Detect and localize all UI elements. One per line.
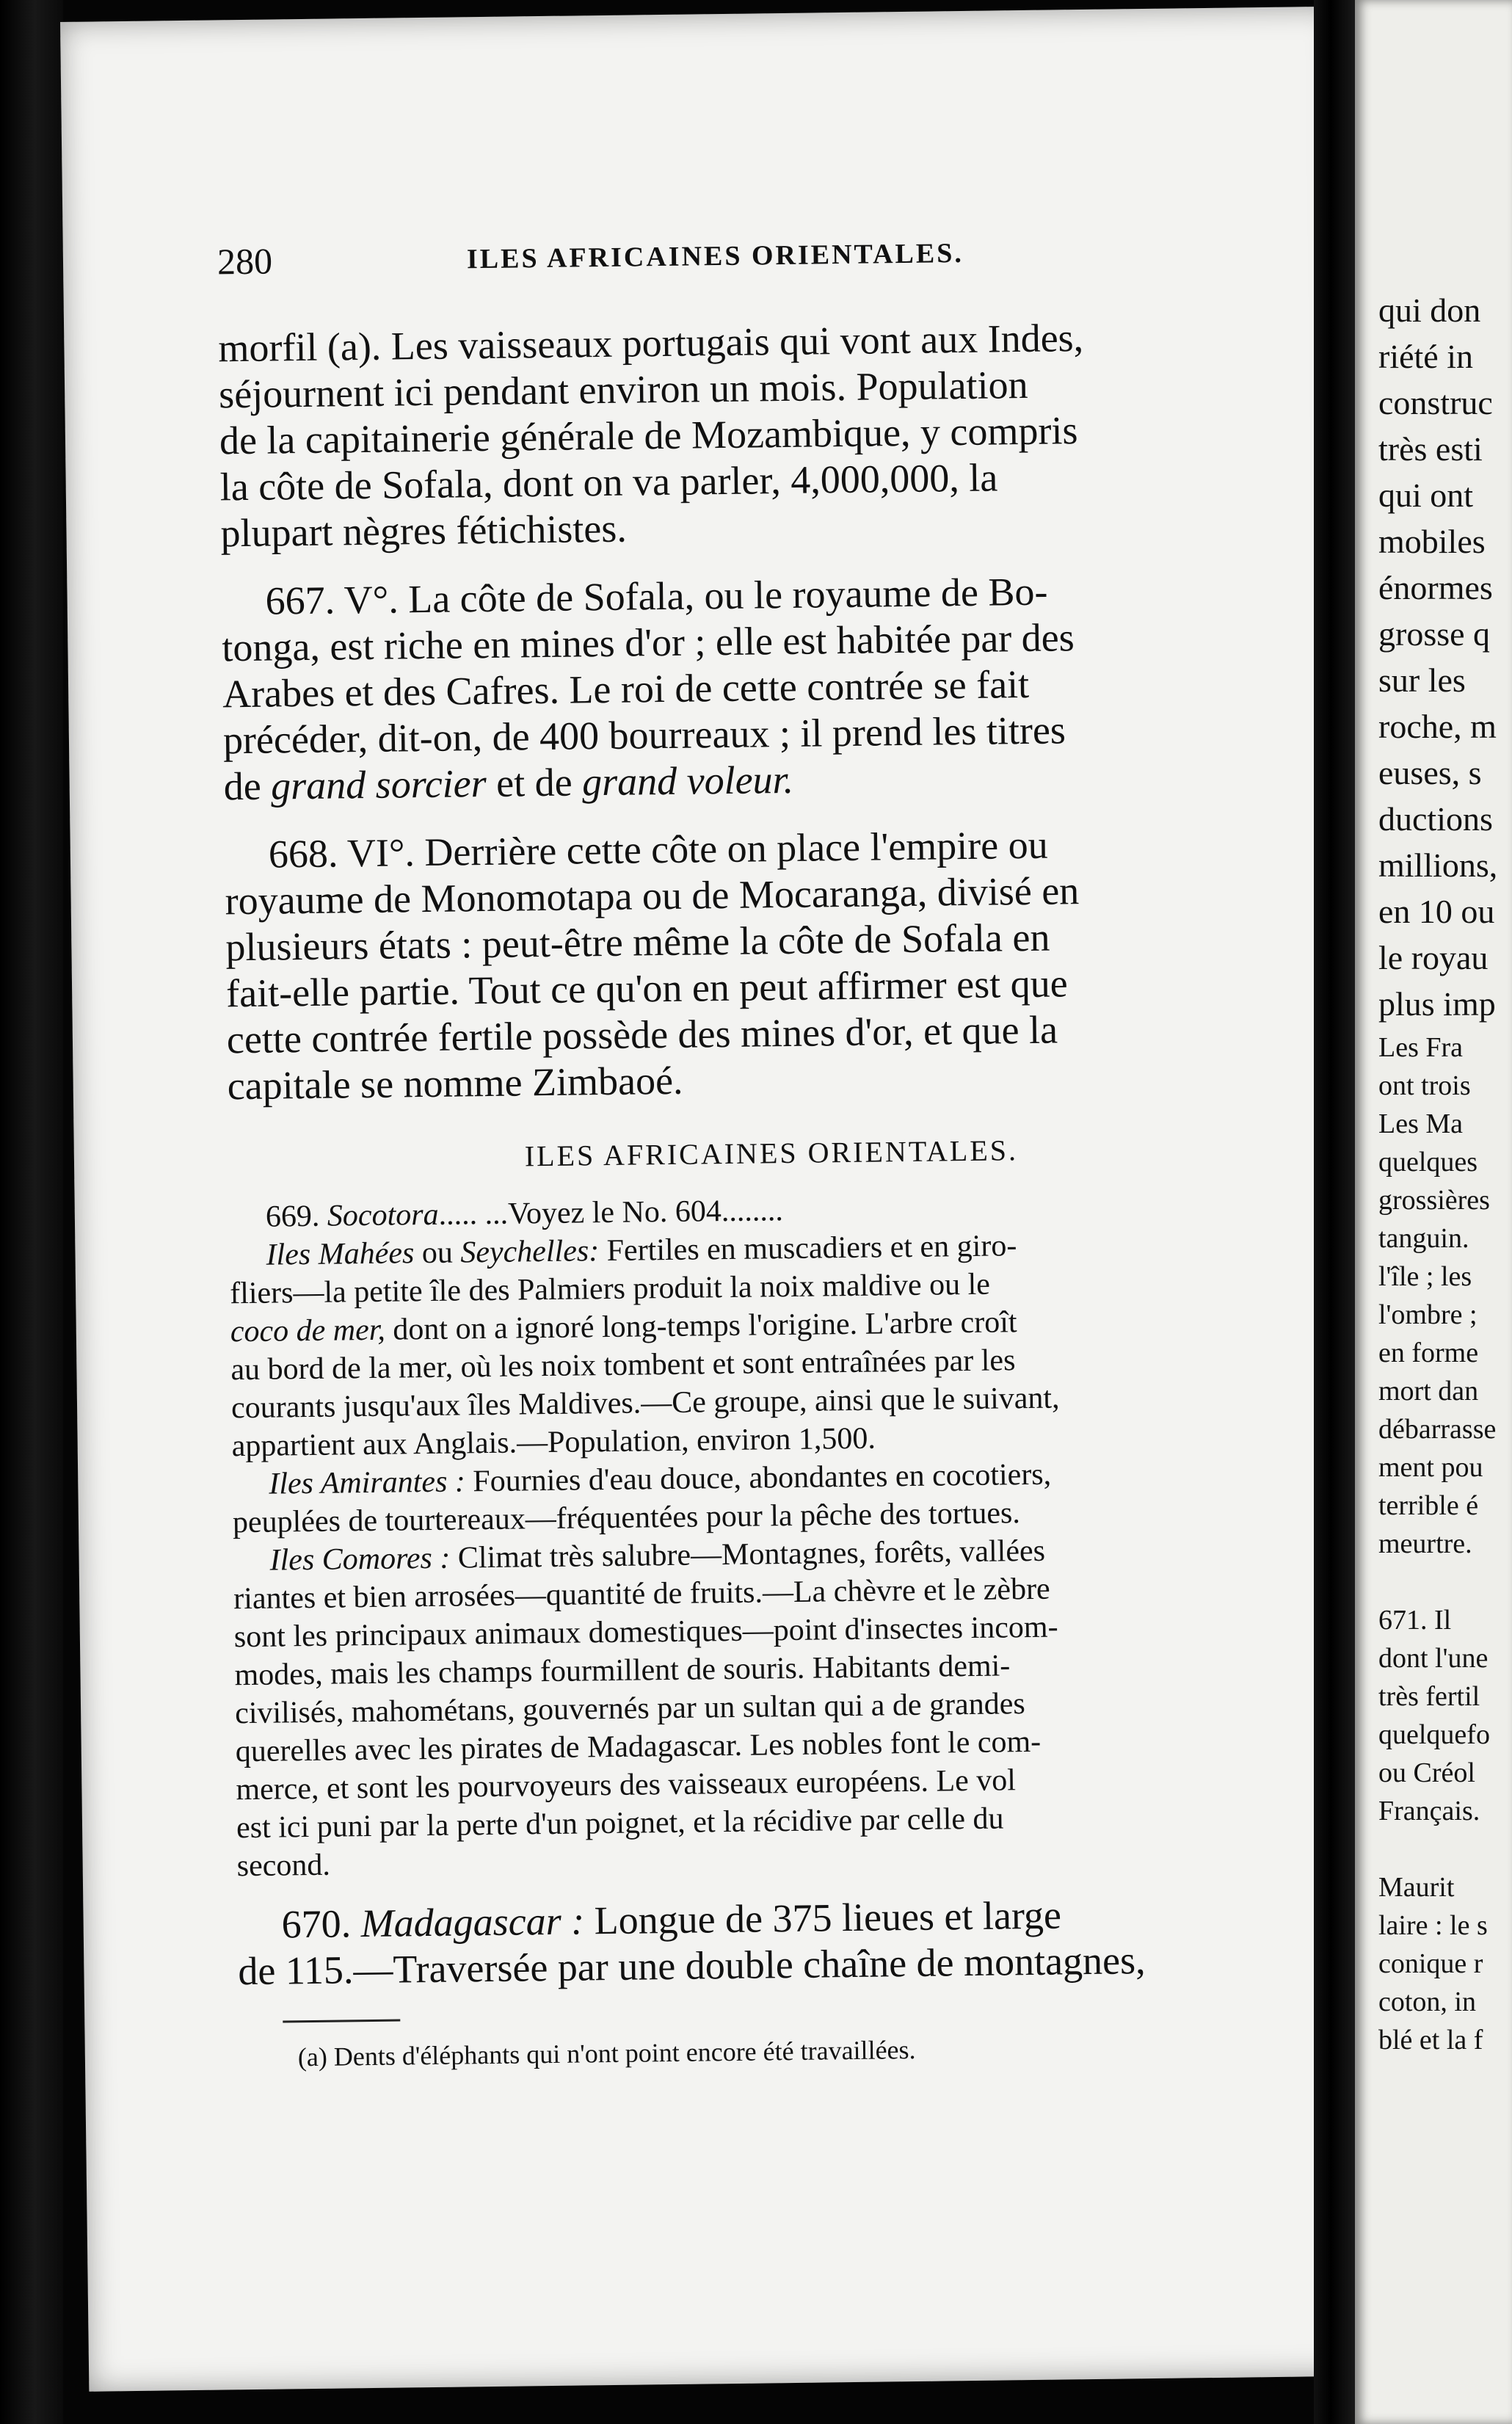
text-line: tonga, est riche en mines d'or ; elle est habitée par des <box>222 615 1075 670</box>
text-line: second. <box>236 1848 331 1884</box>
facing-page-text <box>1378 291 1498 2064</box>
facing-page-line: grossières <box>1378 1185 1490 1216</box>
facing-page-line: coton, in <box>1378 1986 1476 2017</box>
text-line: peuplées de tourtereaux—fréquentées pour la pêche des tortues. <box>232 1496 1021 1540</box>
text-line: morfil (a). Les vaisseaux portugais qui vont aux Indes, <box>218 316 1084 371</box>
facing-page-line: blé et la f <box>1378 2025 1483 2055</box>
facing-page-line: qui don <box>1378 291 1481 329</box>
facing-page-line: Les Fra <box>1378 1032 1464 1063</box>
facing-page-line <box>1378 1835 1497 1873</box>
facing-page-line: Français. <box>1378 1796 1480 1826</box>
facing-page-line: construc <box>1378 384 1493 421</box>
section-heading: ILES AFRICAINES ORIENTALES. <box>524 1133 1019 1173</box>
text-line: au bord de la mer, où les noix tombent et sont entraînées par les <box>230 1343 1016 1387</box>
paragraph-669 <box>229 1189 1323 1889</box>
body-text <box>218 315 1326 2075</box>
facing-page-line: laire : le s <box>1378 1910 1488 1941</box>
facing-page-line: l'ombre ; <box>1378 1299 1478 1330</box>
facing-page-line: sur les <box>1378 661 1466 699</box>
facing-page-line: Les Ma <box>1378 1108 1464 1139</box>
text-line: courants jusqu'aux îles Maldives.—Ce groupe, ainsi que le suivant, <box>230 1381 1060 1426</box>
facing-page-line: mort dan <box>1378 1376 1479 1407</box>
facing-page-line: en 10 ou <box>1378 893 1495 930</box>
text-line: Iles Comores : Climat très salubre—Montagnes, forêts, vallées <box>269 1534 1046 1578</box>
facing-page-line: ment pou <box>1378 1452 1483 1483</box>
facing-page-line: quelquefo <box>1378 1719 1490 1750</box>
facing-page-line: roche, m <box>1378 708 1497 745</box>
text-line: Iles Amirantes : Fournies d'eau douce, abondantes en cocotiers, <box>269 1457 1052 1501</box>
book-spine <box>1314 0 1356 2424</box>
text-line: modes, mais les champs fourmillent de souris. Habitants demi- <box>234 1649 1011 1693</box>
text-line: de 115.—Traversée par une double chaîne de montagnes, <box>238 1938 1146 1994</box>
footnote-rule <box>283 2020 400 2023</box>
facing-page-line: en forme <box>1378 1338 1479 1368</box>
text-line: de la capitainerie générale de Mozambique, y compris <box>219 408 1078 463</box>
text-line: plusieurs états : peut-être même la côte de Sofala en <box>225 915 1050 970</box>
facing-page-line: tanguin. <box>1378 1223 1469 1254</box>
facing-page-line: le royau <box>1378 939 1489 976</box>
facing-page-line: l'île ; les <box>1378 1261 1472 1292</box>
facing-page-line: riété in <box>1378 338 1473 375</box>
facing-page-line: dont l'une <box>1378 1643 1489 1674</box>
facing-page-line: meurtre. <box>1378 1528 1472 1559</box>
text-line: est ici puni par la perte d'un poignet, et la récidive par celle du <box>236 1801 1004 1846</box>
text-line: Arabes et des Cafres. Le roi de cette contrée se fait <box>222 661 1030 716</box>
facing-page-line: conique r <box>1378 1948 1483 1979</box>
text-line: 668. VI°. Derrière cette côte on place l'empire ou <box>268 822 1049 877</box>
paragraph-667 <box>221 568 1310 813</box>
facing-page-line: débarrasse <box>1378 1414 1497 1445</box>
facing-page-line: énormes <box>1378 569 1493 606</box>
text-line: cette contrée fertile possède des mines d'or, et que la <box>226 1007 1058 1062</box>
facing-page-line: ont trois <box>1378 1070 1471 1101</box>
page-number: 280 <box>217 240 273 283</box>
facing-page-line: terrible é <box>1378 1490 1479 1521</box>
facing-page-line: grosse q <box>1378 615 1491 653</box>
facing-page-line: ductions <box>1378 800 1493 838</box>
running-head <box>217 227 1304 299</box>
facing-page-line: très esti <box>1378 430 1483 468</box>
text-line: 669. Socotora..... ...Voyez le No. 604........ <box>265 1194 784 1234</box>
facing-page-line: 671. Il <box>1378 1605 1452 1636</box>
text-line: Iles Mahées ou Seychelles: Fertiles en muscadiers et en giro- <box>266 1229 1017 1272</box>
facing-page-line: euses, s <box>1378 754 1482 791</box>
facing-page-line: plus imp <box>1378 985 1496 1023</box>
running-title: ILES AFRICAINES ORIENTALES. <box>466 237 964 275</box>
book-page <box>60 7 1366 2392</box>
text-line: 670. Madagascar : Longue de 375 lieues et large <box>281 1893 1062 1947</box>
facing-page-line <box>1378 1568 1497 1606</box>
facing-page-fragment <box>1355 0 1512 2424</box>
text-line: merce, et sont les pourvoyeurs des vaisseaux européens. Le vol <box>236 1763 1017 1807</box>
text-line: précéder, dit-on, de 400 bourreaux ; il prend les titres <box>222 708 1066 763</box>
text-line: 667. V°. La côte de Sofala, ou le royaume de Bo- <box>265 569 1048 623</box>
text-line: la côte de Sofala, dont on va parler, 4,000,000, la <box>219 455 998 509</box>
text-line: de grand sorcier et de grand voleur. <box>223 757 794 809</box>
footnote: (a) Dents d'éléphants qui n'ont point encore été travaillées. <box>297 2034 916 2072</box>
text-line: civilisés, mahométans, gouvernés par un sultan qui a de grandes <box>234 1687 1025 1731</box>
facing-page-line: millions, <box>1378 846 1498 884</box>
paragraph-mozambique <box>218 315 1307 559</box>
text-line: fliers—la petite île des Palmiers produit la noix maldive ou le <box>229 1267 991 1311</box>
facing-page-line: quelques <box>1378 1147 1478 1177</box>
text-line: capitale se nomme Zimbaoé. <box>227 1058 683 1108</box>
text-line: riantes et bien arrosées—quantité de fruits.—La chèvre et le zèbre <box>233 1572 1050 1616</box>
text-line: fait-elle partie. Tout ce qu'on en peut affirmer est que <box>225 961 1068 1016</box>
facing-page-line: Maurit <box>1378 1872 1455 1903</box>
text-line: coco de mer, dont on a ignoré long-temps l'origine. L'arbre croît <box>230 1305 1017 1349</box>
text-line: séjournent ici pendant environ un mois. Population <box>218 362 1028 417</box>
text-line: querelles avec les pirates de Madagascar. Les nobles font le com- <box>235 1724 1042 1769</box>
facing-page-line: qui ont <box>1378 476 1474 514</box>
text-line: sont les principaux animaux domestiques—point d'insectes incom- <box>233 1610 1058 1655</box>
text-line: plupart nègres fétichistes. <box>220 506 628 556</box>
text-line: appartient aux Anglais.—Population, environ 1,500. <box>231 1421 876 1464</box>
facing-page-line: très fertil <box>1378 1681 1480 1712</box>
facing-page-line: ou Créol <box>1378 1757 1475 1788</box>
paragraph-668 <box>225 821 1315 1112</box>
paragraph-670 <box>237 1892 1324 1997</box>
scan-left-edge <box>0 0 63 2424</box>
facing-page-line: mobiles <box>1378 523 1486 560</box>
text-line: royaume de Monomotapa ou de Mocaranga, divisé en <box>225 868 1080 923</box>
